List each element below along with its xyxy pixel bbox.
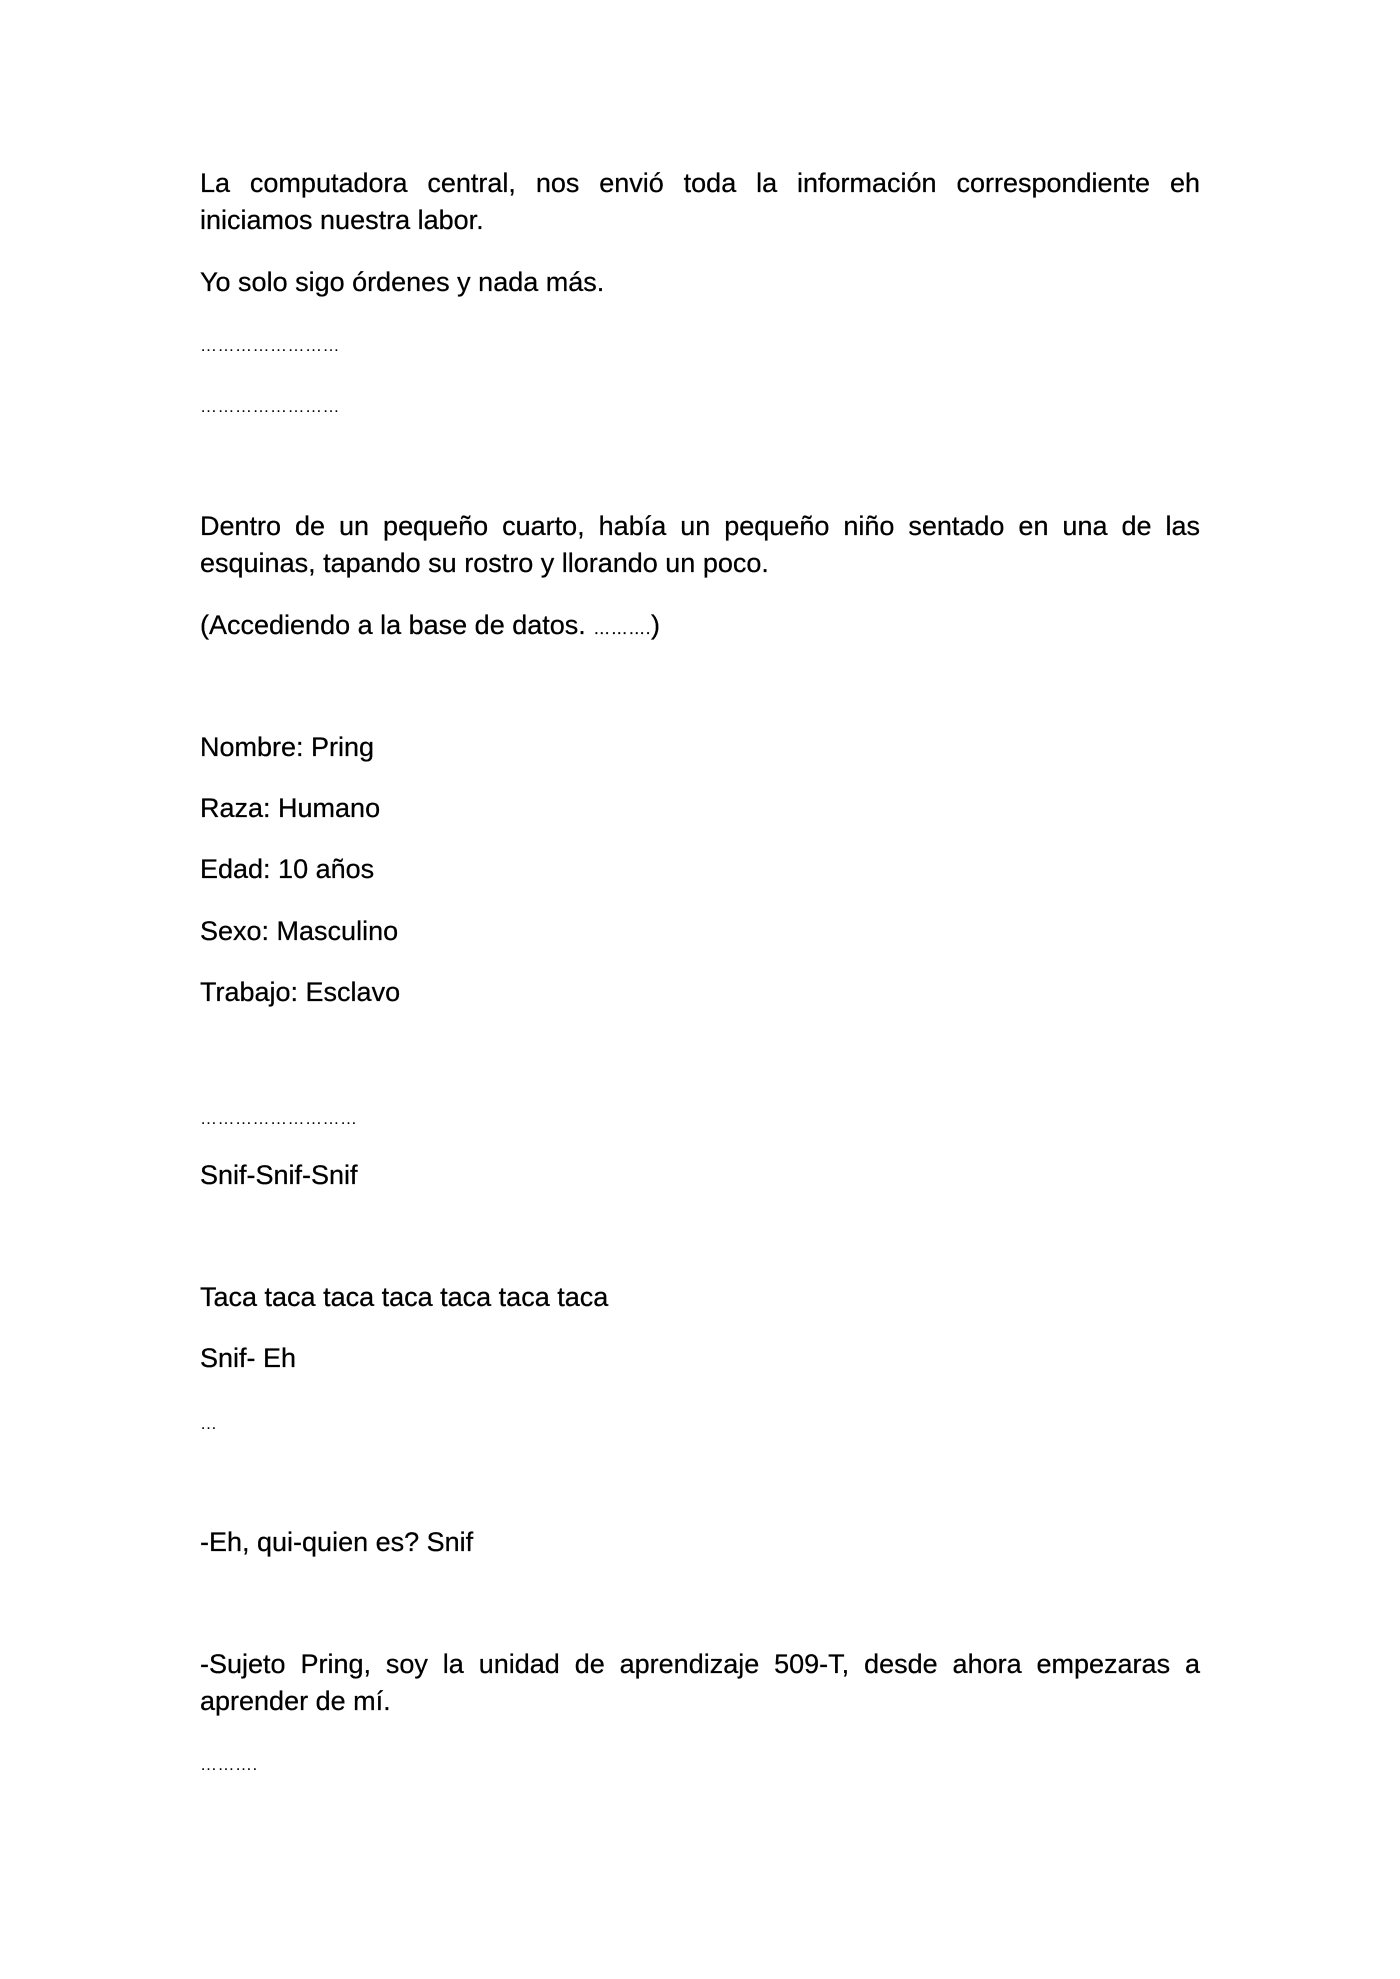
paragraph-orders: Yo solo sigo órdenes y nada más. bbox=[200, 267, 605, 297]
record-age: Edad: 10 años bbox=[200, 854, 375, 884]
database-access-close: ) bbox=[651, 610, 661, 640]
paragraph-sniff-2: Snif- Eh bbox=[200, 1343, 297, 1373]
database-access-text: (Accediendo a la base de datos. bbox=[200, 610, 594, 640]
record-job: Trabajo: Esclavo bbox=[200, 977, 401, 1007]
ellipsis-separator-2: …………………… bbox=[200, 397, 340, 416]
database-access-dots: ………. bbox=[593, 619, 652, 638]
ellipsis-separator-4: … bbox=[200, 1414, 218, 1433]
record-sex: Sexo: Masculino bbox=[200, 916, 399, 946]
dialog-learning-unit: -Sujeto Pring, soy la unidad de aprendizaje 509-T, desde ahora empezaras a aprender de mí. bbox=[200, 1649, 1200, 1716]
paragraph-central-computer: La computadora central, nos envió toda la información correspondiente eh iniciamos nuestra labor. bbox=[200, 168, 1200, 235]
ellipsis-separator-1: …………………… bbox=[200, 336, 340, 355]
paragraph-database-access bbox=[200, 607, 1200, 647]
paragraph-sniff-1: Snif-Snif-Snif bbox=[200, 1160, 358, 1190]
paragraph-knocking: Taca taca taca taca taca taca taca bbox=[200, 1282, 609, 1312]
ellipsis-separator-5: ………. bbox=[200, 1755, 258, 1774]
dialog-who-is-it: -Eh, qui-quien es? Snif bbox=[200, 1527, 474, 1557]
paragraph-small-room: Dentro de un pequeño cuarto, había un pequeño niño sentado en una de las esquinas, tapando su rostro y llorando un poco. bbox=[200, 511, 1200, 578]
ellipsis-separator-3: ……………………… bbox=[200, 1109, 358, 1128]
record-race: Raza: Humano bbox=[200, 793, 381, 823]
record-name: Nombre: Pring bbox=[200, 732, 375, 762]
